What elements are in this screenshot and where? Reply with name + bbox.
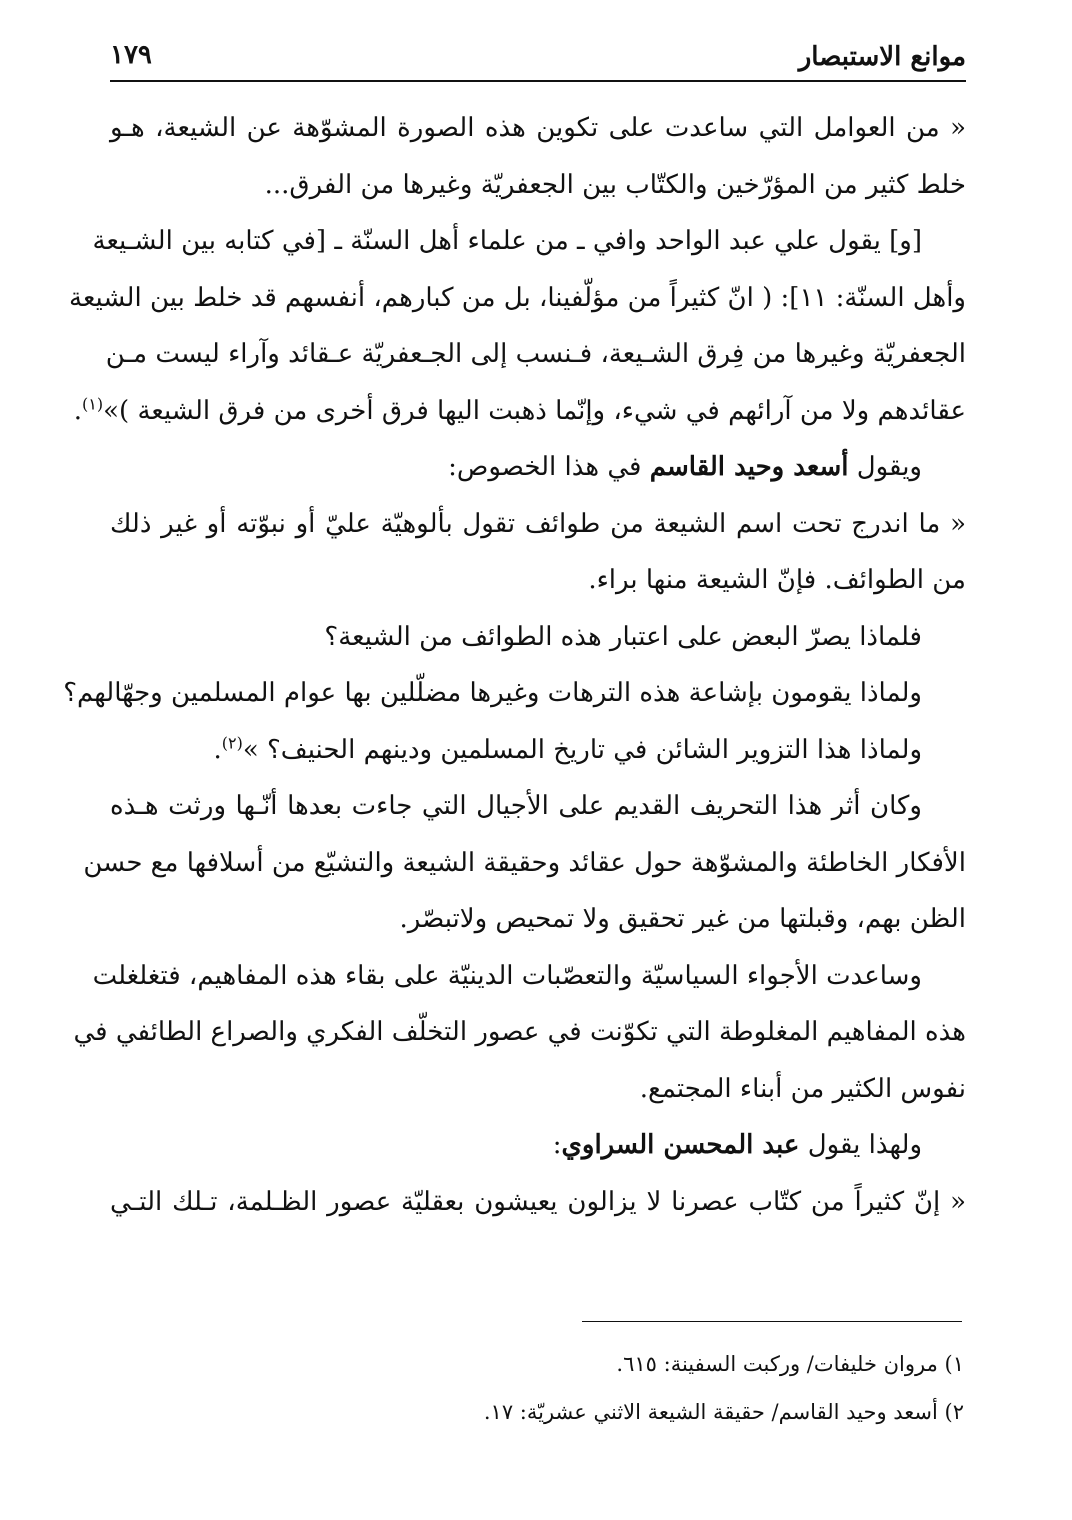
footnote-divider <box>582 1321 962 1322</box>
text-line: عقائدهم ولا من آرائهم في شيء، وإنّما ذهبت اليها فرق أخرى من فرق الشيعة )»$^{(١)}$. <box>73 393 966 426</box>
text-line: هذه المفاهيم المغلوطة التي تكوّنت في عصور التخلّف الفكري والصراع الطائفي في <box>73 1017 966 1047</box>
header-divider <box>110 80 966 82</box>
body-text <box>63 100 966 1230</box>
text-line: وأهل السنّة: ١١]: ( انّ كثيراً من مؤلّفينا، بل من كبارهم، أنفسهم قد خلط بين الشيعة <box>69 282 966 313</box>
text-line: ولهذا يقول عبد المحسن السراوي: <box>552 1130 922 1160</box>
text-line: « ما اندرج تحت اسم الشيعة من طوائف تقول بألوهيّة عليّ أو نبوّته أو غير ذلك <box>110 508 966 539</box>
author-name: عبد المحسن السراوي <box>561 1130 800 1160</box>
footnote: ١) مروان خليفات/ وركبت السفينة: ٦١٥. <box>616 1352 964 1376</box>
text-line: « من العوامل التي ساعدت على تكوين هذه الصورة المشوّهة عن الشيعة، هـو <box>110 113 966 143</box>
running-title: موانع الاستبصار <box>798 42 966 72</box>
footnote: ٢) أسعد وحيد القاسم/ حقيقة الشيعة الاثني عشريّة: ١٧. <box>483 1400 964 1424</box>
page-header <box>110 36 966 80</box>
text-line: الجعفريّة وغيرها من فِرق الشـيعة، فـنسب إلى الجـعفريّة عـقائد وآراء ليست مـن <box>105 339 966 369</box>
text-line: ولماذا يقومون بإشاعة هذه الترهات وغيرها مضلّلين بها عوام المسلمين وجهّالهم؟ <box>63 678 922 708</box>
author-name: أسعد وحيد القاسم <box>649 452 849 482</box>
text-line: فلماذا يصرّ البعض على اعتبار هذه الطوائف من الشيعة؟ <box>324 621 922 652</box>
text-line: وكان أثر هذا التحريف القديم على الأجيال التي جاءت بعدها أنّـها ورثت هـذه <box>110 791 922 821</box>
text-line: الأفكار الخاطئة والمشوّهة حول عقائد وحقيقة الشيعة والتشيّع من أسلافها مع حسن <box>83 847 966 878</box>
footnote-ref: (١) <box>82 393 104 413</box>
page-number: ١٧٩ <box>110 40 152 70</box>
text-line: خلط كثير من المؤرّخين والكتّاب بين الجعفريّة وغيرها من الفرق... <box>264 169 966 200</box>
text-line: « إنّ كثيراً من كتّاب عصرنا لا يزالون يعيشون بعقليّة عصور الظـلمة، تـلك التـي <box>110 1186 966 1217</box>
text-line: نفوس الكثير من أبناء المجتمع. <box>639 1073 966 1104</box>
footnotes <box>110 1340 964 1436</box>
text-line: [و] يقول علي عبد الواحد وافي ـ من علماء أهل السنّة ـ [في كتابه بين الشـيعة <box>92 226 922 256</box>
footnote-ref: (٢) <box>221 732 243 752</box>
text-line: ولماذا هذا التزوير الشائن في تاريخ المسلمين ودينهم الحنيف؟ »$^{(٢)}$. <box>213 732 922 765</box>
text-line: وساعدت الأجواء السياسيّة والتعصّبات الدينيّة على بقاء هذه المفاهيم، فتغلغلت <box>92 960 922 991</box>
text-line: ويقول أسعد وحيد القاسم في هذا الخصوص: <box>448 452 922 482</box>
text-line: من الطوائف. فإنّ الشيعة منها براء. <box>588 565 966 595</box>
text-line: الظن بهم، وقبلتها من غير تحقيق ولا تمحيص ولاتبصّر. <box>399 904 966 934</box>
